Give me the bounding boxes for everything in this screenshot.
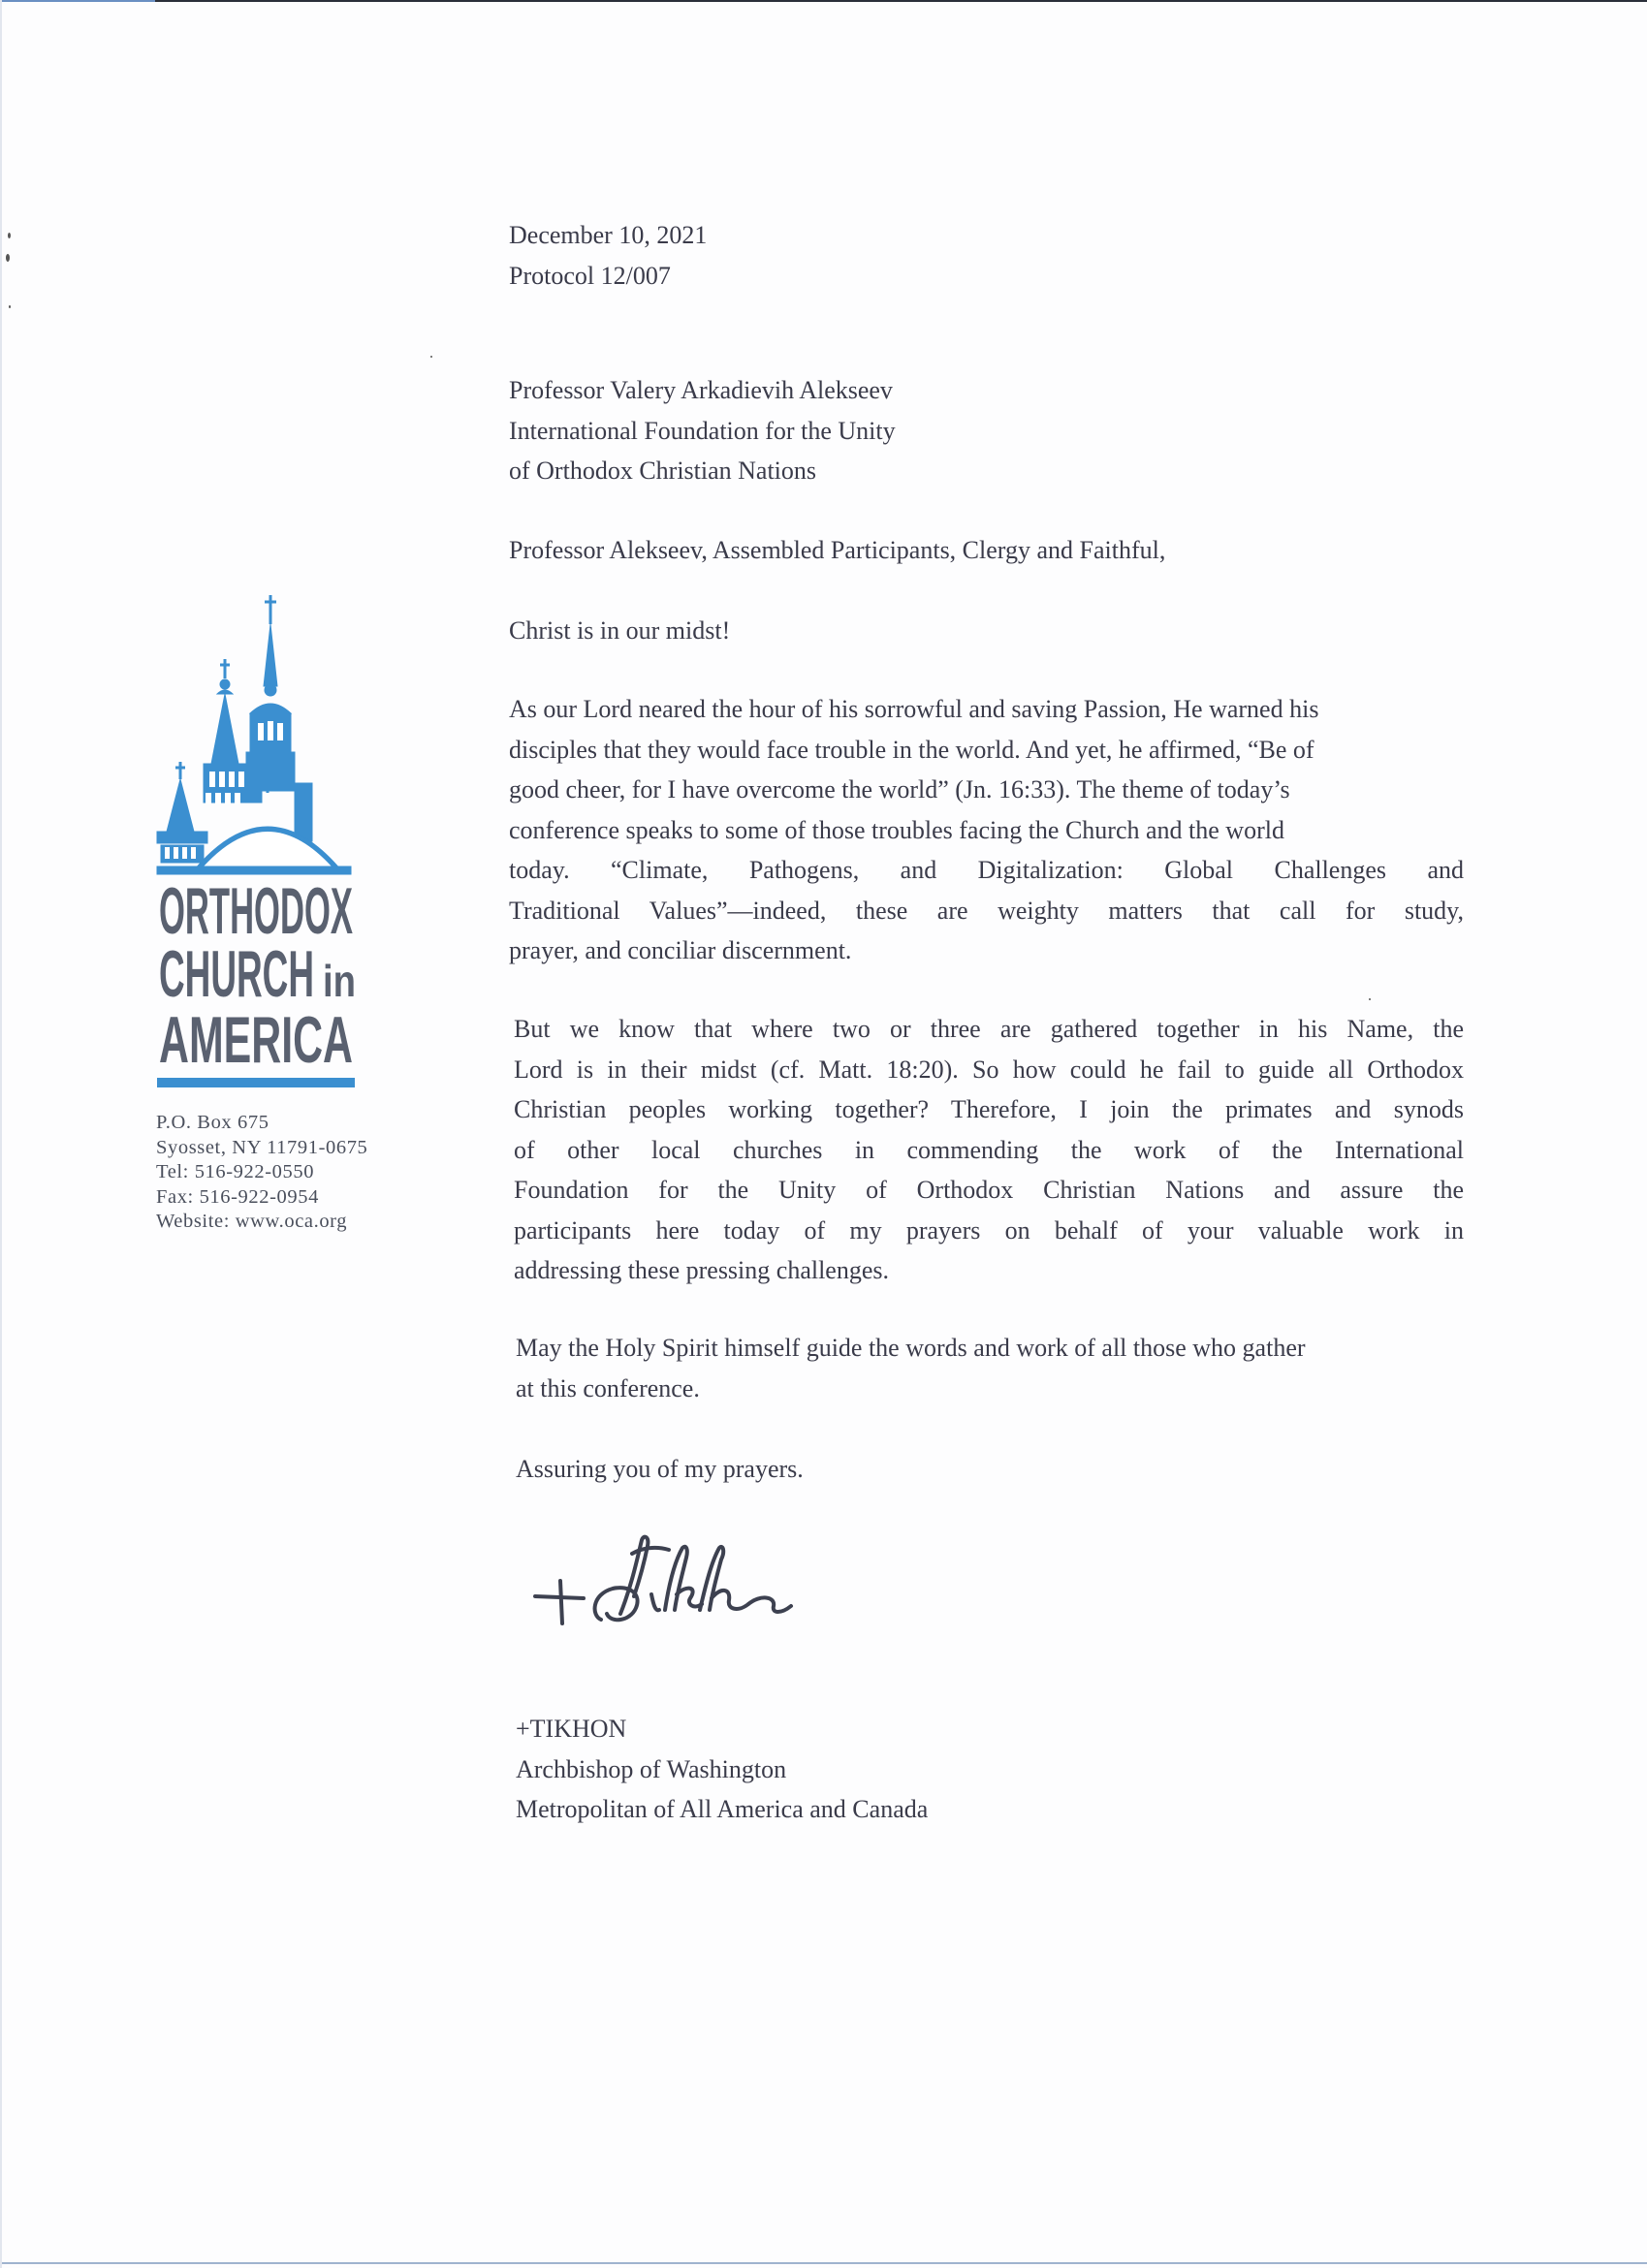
- logo-text-church: CHURCH: [159, 937, 314, 1011]
- greeting-text: Christ is in our midst!: [509, 616, 731, 645]
- greeting: [509, 611, 1464, 651]
- closing-text: Assuring you of my prayers.: [516, 1455, 804, 1483]
- paragraph-line: participants here today of my prayers on behalf of your valuable work in: [514, 1215, 1464, 1244]
- paragraph-line: Foundation for the Unity of Orthodox Christian Nations and assure the: [514, 1176, 1464, 1204]
- paragraph-line: disciples that they would face trouble in the world. And yet, he affirmed, “Be of: [509, 735, 1314, 764]
- body-paragraph-3: [516, 1328, 1471, 1408]
- paragraph-line: addressing these pressing challenges.: [514, 1256, 890, 1284]
- signer-name: +TIKHON: [516, 1715, 627, 1743]
- handwritten-signature-image: [523, 1527, 843, 1643]
- date-block: [509, 215, 1464, 296]
- recipient-block: [509, 370, 1464, 491]
- paragraph-line: today. “Climate, Pathogens, and Digitalization: Global Challenges and: [509, 856, 1464, 884]
- address-website: Website: www.oca.org: [156, 1211, 348, 1232]
- paragraph-line: conference speaks to some of those troubles facing the Church and the world: [509, 815, 1284, 844]
- top-edge-accent: [0, 0, 155, 2]
- letter-date: December 10, 2021: [509, 221, 708, 249]
- recipient-line: Professor Valery Arkadievih Alekseev: [509, 376, 893, 404]
- scan-speck: [8, 233, 11, 238]
- signer-title: Metropolitan of All America and Canada: [516, 1795, 929, 1823]
- logo-underline-bar: [157, 1078, 355, 1087]
- signer-title: Archbishop of Washington: [516, 1754, 787, 1783]
- address-po-box: P.O. Box 675: [156, 1112, 269, 1133]
- paragraph-line: at this conference.: [516, 1373, 700, 1402]
- address-fax: Fax: 516-922-0954: [156, 1185, 319, 1208]
- salutation-text: Professor Alekseev, Assembled Participants, Clergy and Faithful,: [509, 536, 1166, 564]
- recipient-line: International Foundation for the Unity: [509, 416, 896, 445]
- signature: [523, 1527, 843, 1643]
- top-edge-line: [0, 0, 1647, 2]
- signer-block: [516, 1709, 1471, 1830]
- logo-text-orthodox: ORTHODOX: [159, 874, 353, 948]
- oca-logo: [155, 589, 359, 1093]
- scan-speck: [1369, 998, 1371, 1000]
- scan-speck: [6, 254, 10, 262]
- paragraph-line: good cheer, for I have overcome the world” (Jn. 16:33). The theme of today’s: [509, 775, 1290, 803]
- logo-text-in: in: [323, 956, 356, 1006]
- protocol-number: Protocol 12/007: [509, 261, 671, 290]
- address-tel: Tel: 516-922-0550: [156, 1161, 315, 1182]
- salutation: [509, 530, 1464, 571]
- body-paragraph-1: [509, 689, 1464, 971]
- church-domes-icon: [155, 589, 359, 1093]
- logo-text-america: AMERICA: [159, 1003, 353, 1077]
- paragraph-line: As our Lord neared the hour of his sorrowful and saving Passion, He warned his: [509, 695, 1319, 723]
- scan-speck: [9, 305, 11, 308]
- paragraph-line: Lord is in their midst (cf. Matt. 18:20). So how could he fail to guide all Orthodox: [514, 1055, 1464, 1084]
- paragraph-line: May the Holy Spirit himself guide the words and work of all those who gather: [516, 1334, 1306, 1362]
- paragraph-line: prayer, and conciliar discernment.: [509, 936, 852, 964]
- body-paragraph-2: [514, 1009, 1464, 1291]
- paragraph-line: But we know that where two or three are gathered together in his Name, the: [514, 1015, 1464, 1043]
- closing: [516, 1449, 1471, 1490]
- scan-speck: [430, 356, 432, 358]
- paragraph-line: Christian peoples working together? Therefore, I join the primates and synods: [514, 1095, 1464, 1123]
- left-edge-shadow: [0, 0, 2, 2268]
- letterhead-address: [156, 1111, 367, 1235]
- paragraph-line: Traditional Values”—indeed, these are weighty matters that call for study,: [509, 896, 1464, 925]
- recipient-line: of Orthodox Christian Nations: [509, 457, 817, 485]
- bottom-edge-line: [0, 2262, 1647, 2264]
- address-city: Syosset, NY 11791-0675: [156, 1136, 368, 1158]
- paragraph-line: of other local churches in commending the work of the International: [514, 1135, 1464, 1164]
